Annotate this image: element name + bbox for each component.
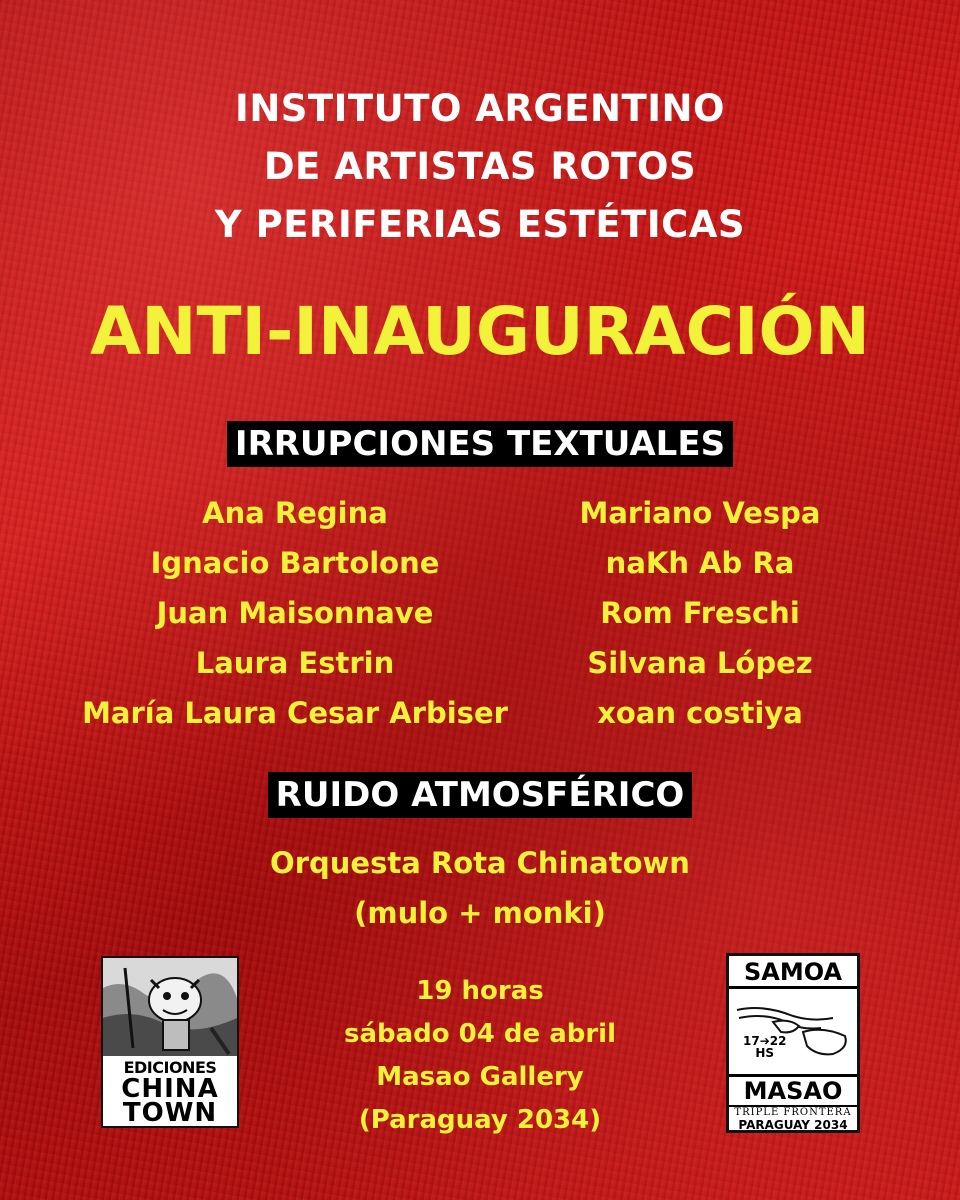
logo-right-hours-range: 17➔22 <box>743 1034 787 1048</box>
artist-name: Laura Estrin <box>195 646 395 680</box>
logo-left-line-1: EDICIONES <box>123 1058 217 1077</box>
orchestra-block <box>0 838 960 938</box>
artist-name: Juan Maisonnave <box>156 596 434 630</box>
noise-section-label: RUIDO ATMOSFÉRICO <box>268 772 693 818</box>
artists-left-column <box>40 488 550 738</box>
event-date: sábado 04 de abril <box>343 1019 617 1049</box>
samoa-masao-logo <box>726 953 860 1133</box>
institute-header <box>0 80 960 254</box>
logo-right-name: MASAO <box>729 1074 857 1107</box>
logo-right-sub-2: PARAGUAY 2034 <box>738 1118 848 1132</box>
logo-right-hours <box>743 1035 786 1059</box>
logo-right-hours-unit: HS <box>755 1046 775 1060</box>
header-line-1: INSTITUTO ARGENTINO <box>235 87 725 130</box>
artist-name: xoan costiya <box>597 696 803 730</box>
noise-section-header <box>0 772 960 818</box>
event-title: ANTI-INAUGURACIÓN <box>90 293 870 370</box>
orchestra-name: Orquesta Rota Chinatown <box>270 846 690 880</box>
event-venue: Masao Gallery <box>376 1062 584 1092</box>
artist-name: Silvana López <box>587 646 813 680</box>
header-line-3: Y PERIFERIAS ESTÉTICAS <box>214 203 746 246</box>
ediciones-chinatown-logo <box>101 956 239 1128</box>
event-time: 19 horas <box>416 976 544 1006</box>
artist-name: Mariano Vespa <box>579 496 821 530</box>
logo-right-sub-1: TRIPLE FRONTERA <box>734 1107 852 1118</box>
textual-section-label: IRRUPCIONES TEXTUALES <box>227 421 733 467</box>
logo-left-line-3: TOWN <box>122 1098 218 1128</box>
artist-name: María Laura Cesar Arbiser <box>82 696 508 730</box>
textual-section-header <box>0 421 960 467</box>
artists-right-column <box>550 488 850 738</box>
event-address: (Paraguay 2034) <box>358 1105 602 1135</box>
artist-name: Rom Freschi <box>600 596 800 630</box>
orchestra-members: (mulo + monki) <box>354 896 606 930</box>
header-line-2: DE ARTISTAS ROTOS <box>263 145 697 188</box>
artist-name: Ignacio Bartolone <box>150 546 440 580</box>
artist-name: Ana Regina <box>202 496 388 530</box>
logo-right-top: SAMOA <box>729 958 857 989</box>
chinatown-illustration <box>103 958 237 1056</box>
logo-left-line-2: CHINA <box>121 1074 219 1104</box>
artist-name: naKh Ab Ra <box>605 546 795 580</box>
